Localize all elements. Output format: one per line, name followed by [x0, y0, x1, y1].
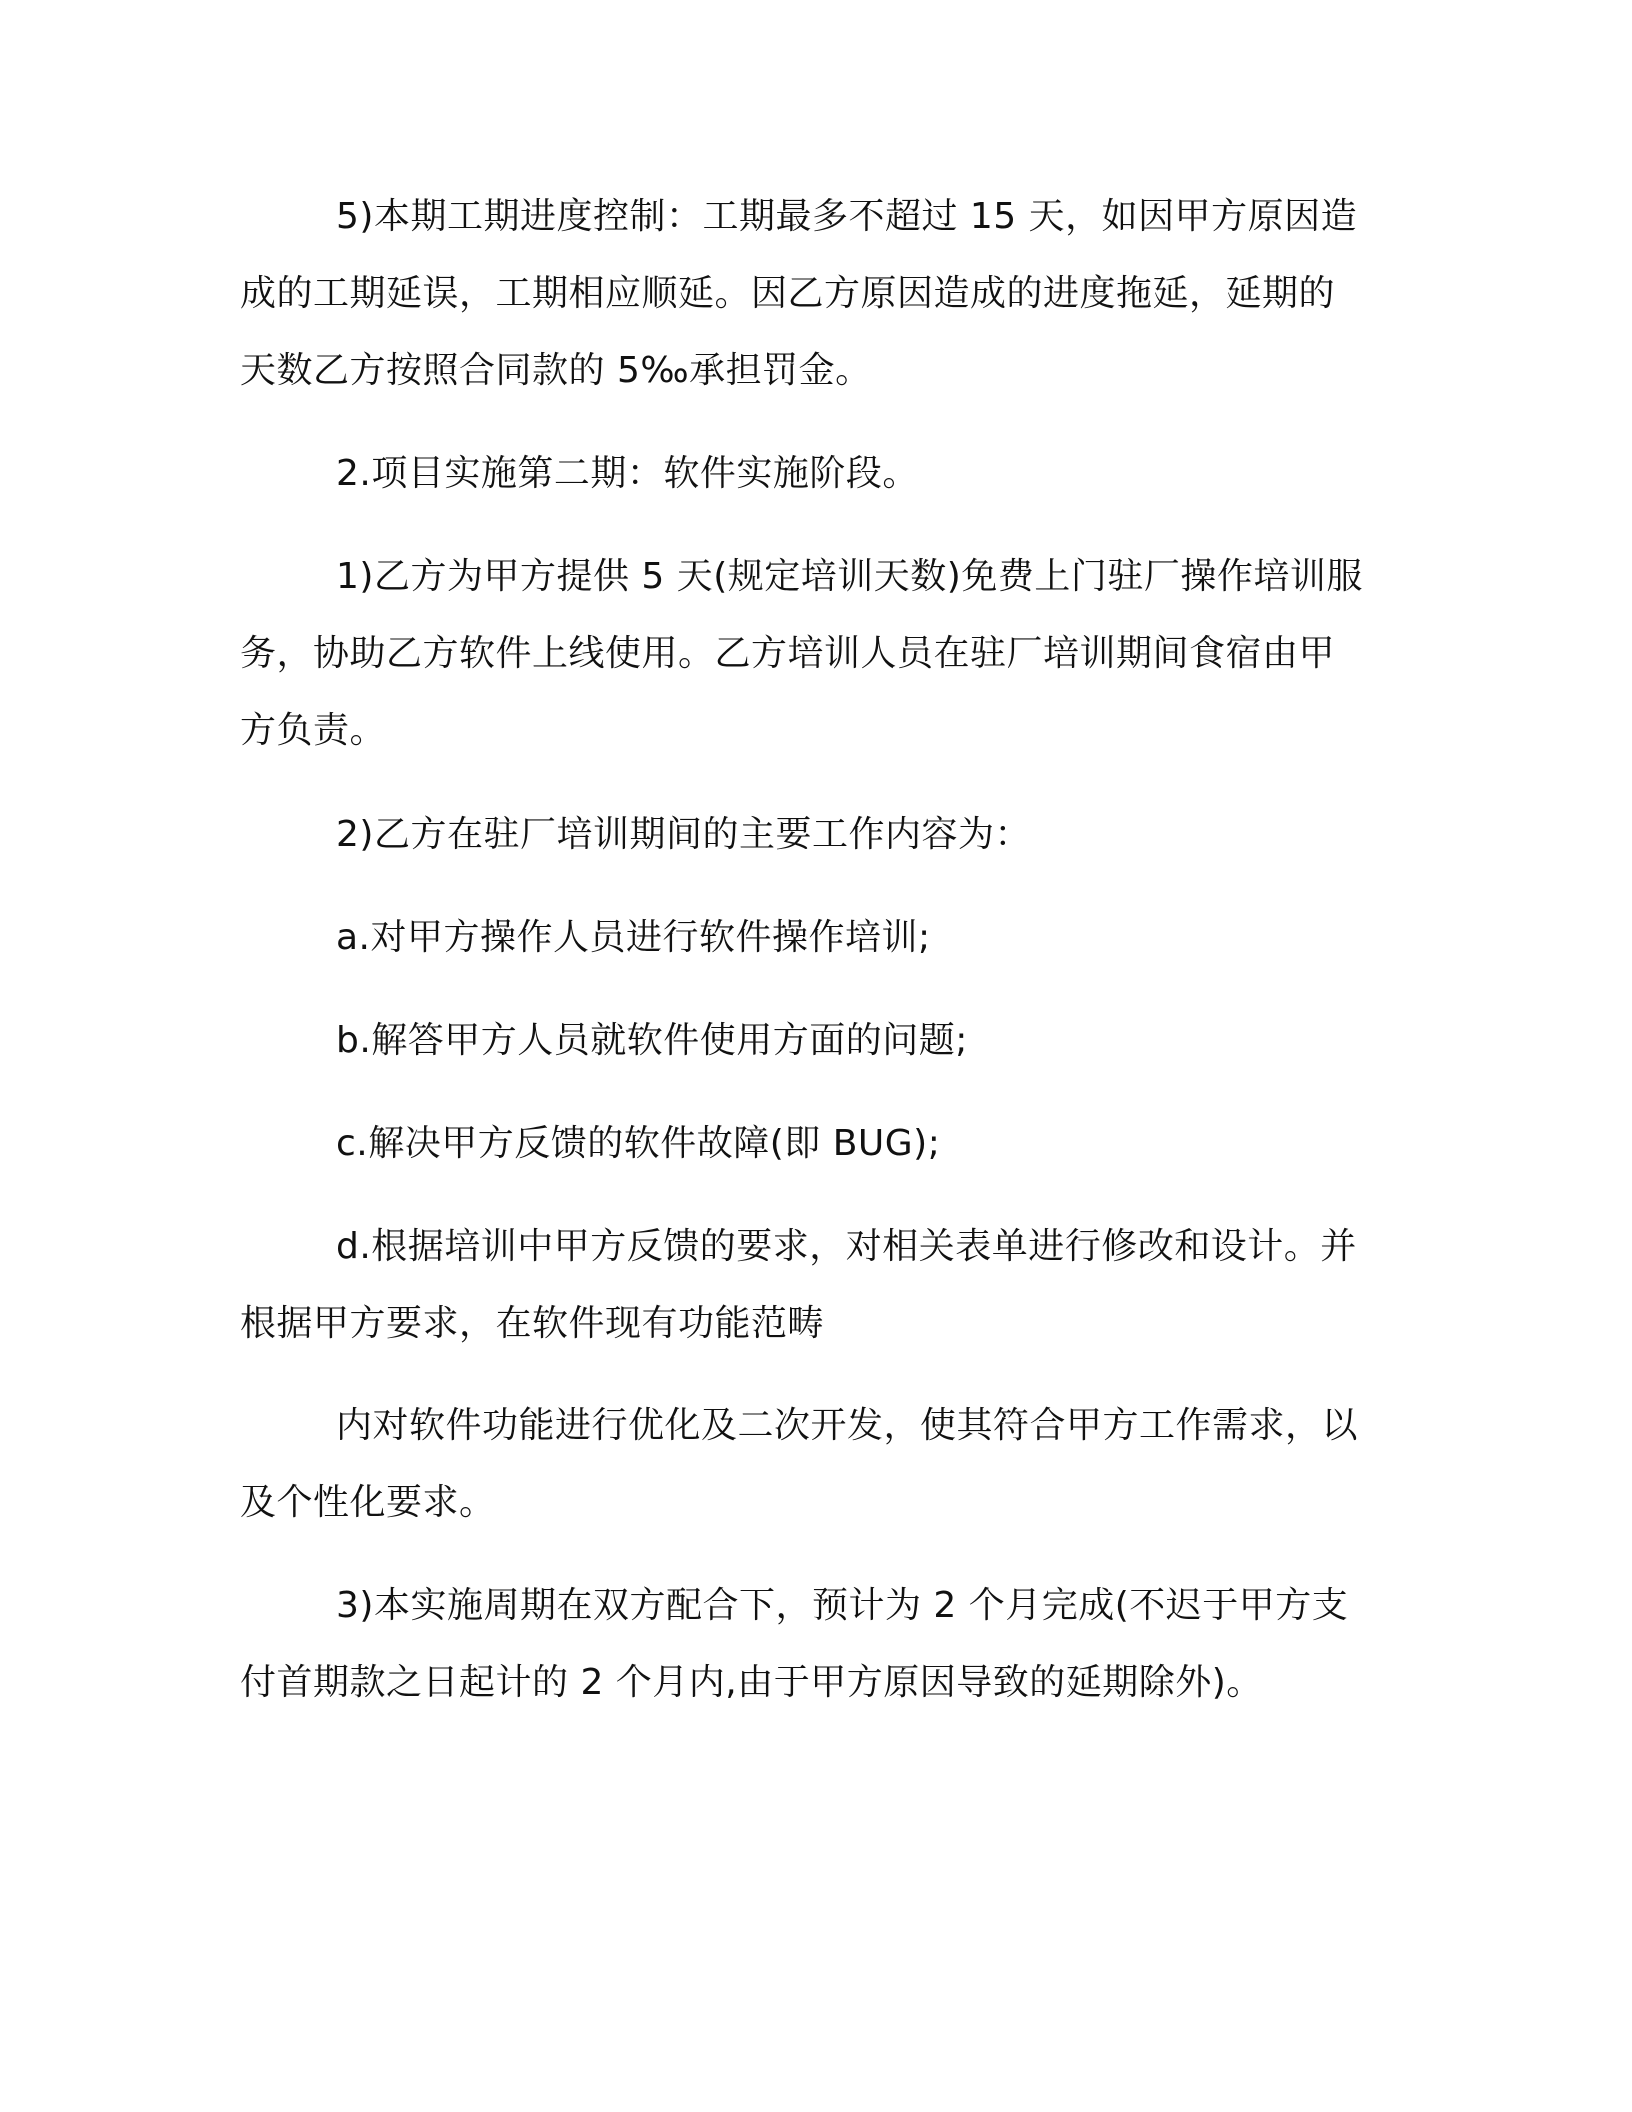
list-item-a [240, 899, 1380, 976]
paragraph-line: 及个性化要求。 [240, 1482, 496, 1523]
paragraph-line: 内对软件功能进行优化及二次开发，使其符合甲方工作需求，以 [336, 1405, 1359, 1446]
paragraph-line: 1)乙方为甲方提供 5 天(规定培训天数)免费上门驻厂操作培训服 [336, 556, 1363, 597]
paragraph-line: d.根据培训中甲方反馈的要求，对相关表单进行修改和设计。并 [336, 1226, 1357, 1267]
paragraph-line: 2.项目实施第二期：软件实施阶段。 [336, 453, 919, 494]
paragraph-line: 天数乙方按照合同款的 5‰承担罚金。 [240, 350, 872, 391]
list-item-d-continuation [240, 1387, 1380, 1541]
paragraph-schedule-control [240, 178, 1380, 409]
paragraph-implementation-period [240, 1567, 1380, 1721]
list-item-b [240, 1002, 1380, 1079]
paragraph-line: 成的工期延误，工期相应顺延。因乙方原因造成的进度拖延，延期的 [240, 273, 1336, 314]
paragraph-line: c.解决甲方反馈的软件故障(即 BUG); [336, 1123, 941, 1164]
paragraph-line: 根据甲方要求，在软件现有功能范畴 [240, 1303, 825, 1344]
list-item-c [240, 1105, 1380, 1182]
paragraph-training-service [240, 538, 1380, 769]
paragraph-line: 方负责。 [240, 710, 387, 751]
paragraph-line: a.对甲方操作人员进行软件操作培训; [336, 917, 931, 958]
list-item-d [240, 1208, 1380, 1362]
paragraph-line: 付首期款之日起计的 2 个月内,由于甲方原因导致的延期除外)。 [240, 1662, 1263, 1703]
paragraph-phase-two-heading [240, 435, 1380, 512]
paragraph-line: 务，协助乙方软件上线使用。乙方培训人员在驻厂培训期间食宿由甲 [240, 633, 1336, 674]
paragraph-work-content-heading [240, 796, 1380, 873]
paragraph-line: 2)乙方在驻厂培训期间的主要工作内容为： [336, 814, 1031, 855]
paragraph-line: 3)本实施周期在双方配合下，预计为 2 个月完成(不迟于甲方支 [336, 1585, 1349, 1626]
paragraph-line: 5)本期工期进度控制：工期最多不超过 15 天，如因甲方原因造 [336, 196, 1358, 237]
paragraph-line: b.解答甲方人员就软件使用方面的问题; [336, 1020, 968, 1061]
